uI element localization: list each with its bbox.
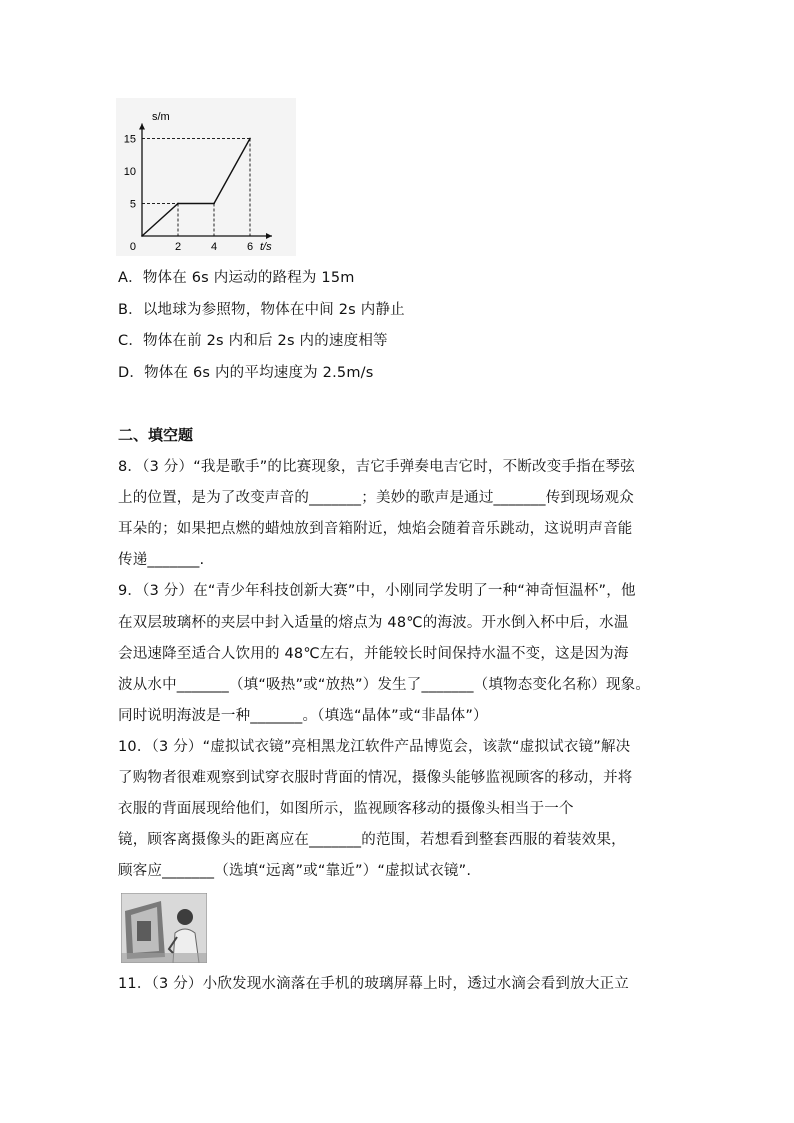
data-point [249,138,251,140]
question-10-line: 衣服的背面展现给他们，如图所示，监视顾客移动的摄像头相当于一个 [118,801,574,817]
section-title: 二、填空题 [118,426,194,444]
x-tick-label: 2 [174,241,182,253]
question-10-line: 顾客应_______（选填“远离”或“靠近”）“虚拟试衣镜”. [118,863,472,879]
option-a: A．物体在 6s 内运动的路程为 15m [118,270,355,286]
data-point [177,203,179,205]
question-8-line: 8．（3 分）“我是歌手”的比赛现象，吉它手弹奏电吉它时，不断改变手指在琴弦 [118,459,635,475]
question-8-line: 耳朵的；如果把点燃的蜡烛放到音箱附近，烛焰会随着音乐跳动，这说明声音能 [118,521,633,537]
question-10-line: 了购物者很难观察到试穿衣服时背面的情况，摄像头能够监视顾客的移动，并将 [118,770,633,786]
x-axis-label: t/s [260,241,272,253]
origin-label: 0 [129,241,136,253]
virtual-mirror-photo [121,893,207,963]
distance-time-chart [116,98,296,256]
x-tick-label: 6 [246,241,254,253]
question-8-line: 上的位置，是为了改变声音的_______；美妙的歌声是通过_______传到现场观众 [118,490,634,506]
option-b: B．以地球为参照物，物体在中间 2s 内静止 [118,302,405,318]
option-d: D．物体在 6s 内的平均速度为 2.5m/s [118,365,374,381]
question-10-line: 10．（3 分）“虚拟试衣镜”亮相黑龙江软件产品博览会，该款“虚拟试衣镜”解决 [118,739,631,755]
question-8-line: 传递_______. [118,552,205,568]
x-tick-label: 4 [210,241,218,253]
y-tick-label: 10 [123,166,136,178]
question-9-line: 会迅速降至适合人饮用的 48℃左右，并能较长时间保持水温不变，这是因为海 [118,646,629,662]
question-9-line: 9．（3 分）在“青少年科技创新大赛”中，小刚同学发明了一种“神奇恒温杯”，他 [118,583,636,599]
question-9-line: 波从水中_______（填“吸热”或“放热”）发生了_______（填物态变化名称）现象。 [118,677,651,693]
question-9-line: 同时说明海波是一种_______。（填选“晶体”或“非晶体”） [118,708,488,724]
question-11-line: 11．（3 分）小欣发现水滴落在手机的玻璃屏幕上时，透过水滴会看到放大正立 [118,976,629,992]
option-c: C．物体在前 2s 内和后 2s 内的速度相等 [118,333,388,349]
y-axis-label: s/m [152,111,170,123]
data-point [213,203,215,205]
question-9-line: 在双层玻璃杯的夹层中封入适量的熔点为 48℃的海波。开水倒入杯中后，水温 [118,615,629,631]
data-point [141,235,143,237]
question-10-line: 镜，顾客离摄像头的距离应在_______的范围，若想看到整套西服的着装效果， [118,832,626,848]
y-tick-label: 15 [123,133,136,146]
y-tick-label: 5 [129,198,136,211]
